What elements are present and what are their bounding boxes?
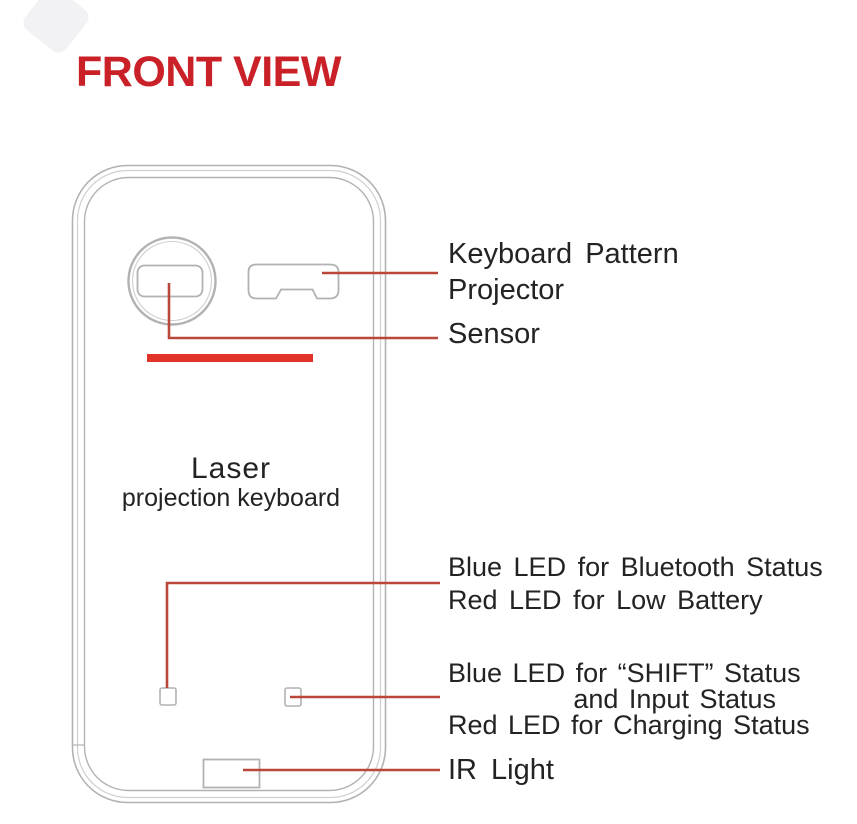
callout-led-left-line1: Blue LED for Bluetooth Status	[448, 552, 823, 582]
leader-line-led-left	[167, 583, 440, 688]
device-name-line2: projection keyboard	[121, 484, 341, 512]
device-name-line1: Laser	[190, 452, 272, 485]
projector-window	[249, 265, 339, 299]
callout-ir-line1: IR Light	[448, 754, 554, 786]
callout-sensor-line1: Sensor	[448, 318, 540, 350]
callout-projector-line2: Projector	[448, 274, 565, 306]
device-name-label	[101, 452, 361, 511]
callout-sensor	[448, 316, 540, 352]
callout-led-shift-charging	[448, 658, 810, 740]
callout-projector-line1: Keyboard Pattern	[448, 238, 679, 270]
callout-led-left-line2: Red LED for Low Battery	[448, 585, 763, 615]
callout-led-bluetooth-battery	[448, 551, 823, 617]
callout-led-right-line1: Blue LED for “SHIFT” Status	[448, 658, 801, 688]
ir-light-window	[204, 760, 260, 788]
led-square-left	[160, 688, 176, 705]
red-divider-bar	[147, 354, 313, 362]
callout-keyboard-pattern-projector	[448, 236, 679, 308]
page-title: FRONT VIEW	[76, 48, 341, 96]
callout-led-right-line2: and Input Status	[573, 684, 776, 714]
callout-led-right-line3: Red LED for Charging Status	[448, 710, 810, 740]
leader-line-sensor	[169, 283, 438, 338]
callout-ir-light	[448, 755, 554, 785]
